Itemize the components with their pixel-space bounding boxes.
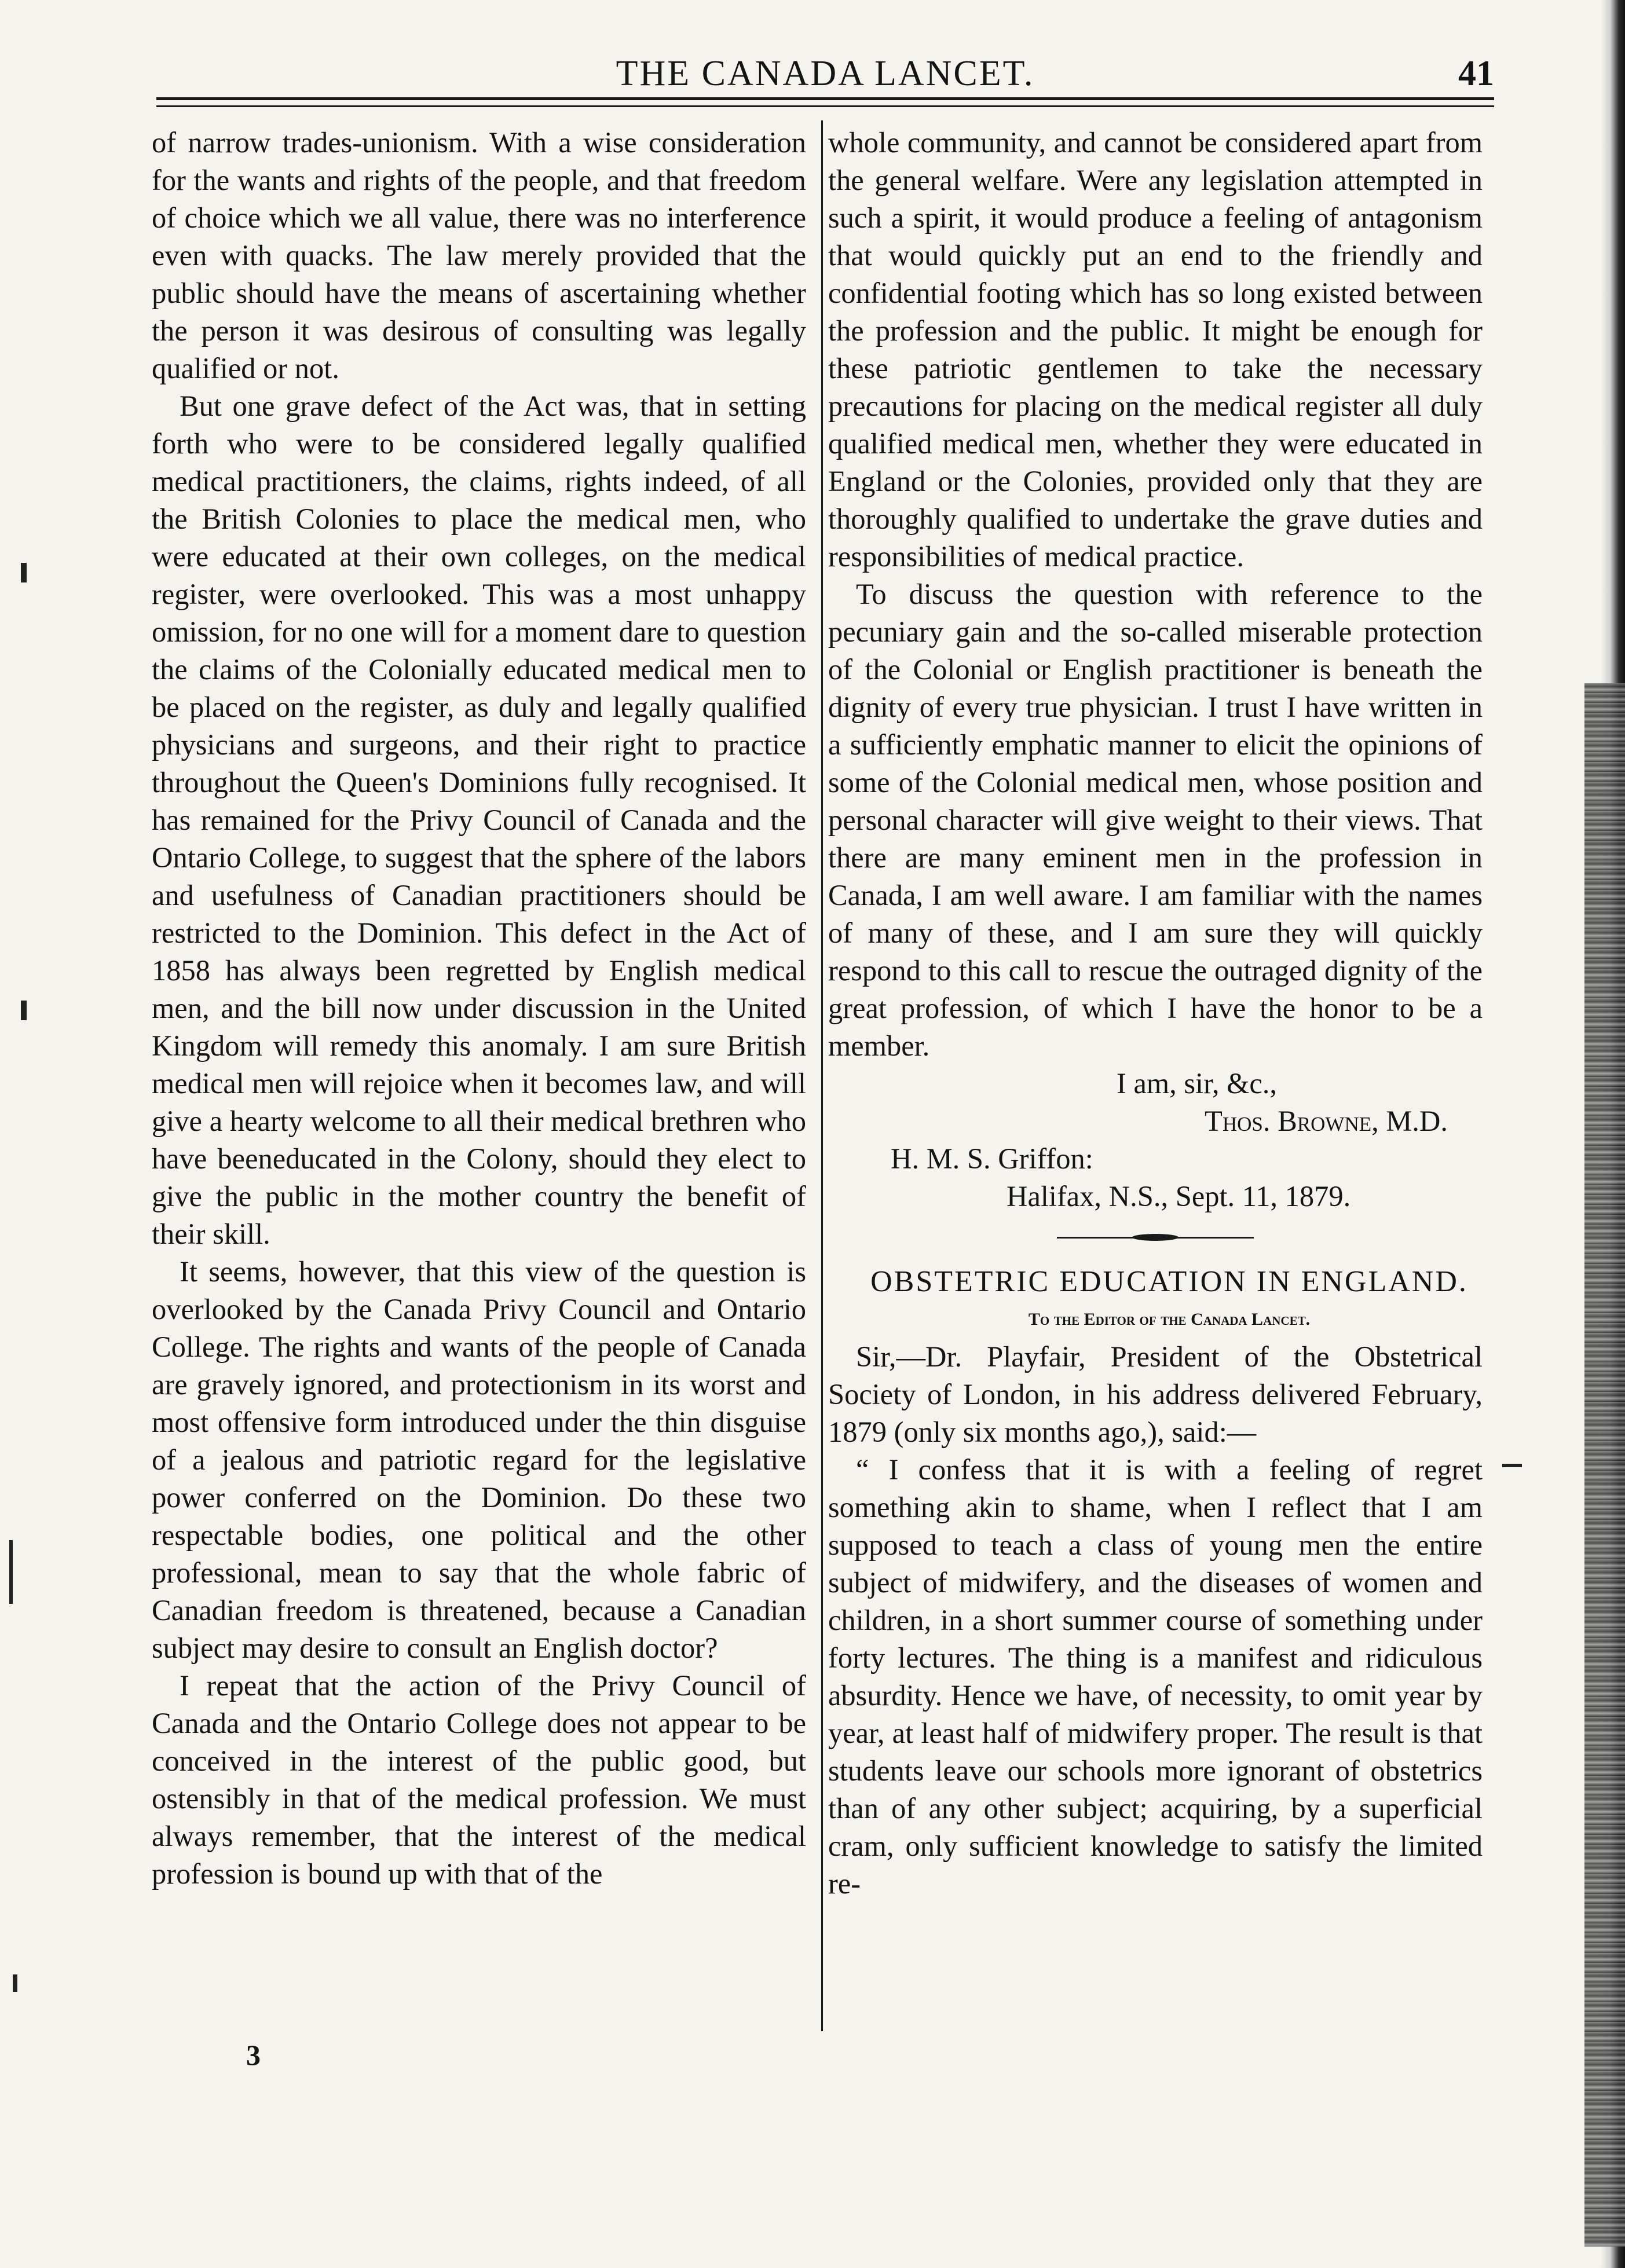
right-column bbox=[828, 124, 1483, 1903]
paragraph: of narrow trades-unionism. With a wise consideration for the wants and rights of the people, and that freedom of choice which we all value, there was no interference even with quacks. The law merely provided that the public should have the means of ascertaining whether the person it was desirous of consulting was legally qualified or not. bbox=[152, 126, 806, 384]
journal-title: THE CANADA LANCET. bbox=[616, 54, 1035, 93]
letter-addressee: H. M. S. Griffon: bbox=[891, 1142, 1093, 1175]
editor-line: To the Editor of the Canada Lancet. bbox=[1028, 1310, 1311, 1329]
paragraph: It seems, however, that this view of the question is overlooked by the Canada Privy Council and Ontario College. The rights and wants of the people of Canada are gravely ignored, and protectionism in its worst and most offensive form introduced under the thin disguise of a jealous and patriotic regard for the legislative power conferred on the Dominion. Do these two respectable bodies, one political and the other professional, mean to say that the whole fabric of Canadian freedom is threatened, because a Canadian subject may desire to consult an English doctor? bbox=[152, 1255, 806, 1664]
margin-speck bbox=[13, 1974, 17, 1992]
header-rule-thin bbox=[156, 105, 1494, 107]
paragraph: whole community, and cannot be considered apart from the general welfare. Were any legislation attempted in such a spirit, it would produce a feeling of antagonism that would quickly put an end to the friendly and confidential footing which has so long existed between the profession and the public. It might be enough for these patriotic gentlemen to take the necessary precautions for placing on the medical register all duly qualified medical men, whether they were educated in England or the Colonies, provided only that they are thoroughly qualified to undertake the grave duties and responsibilities of medical practice. bbox=[828, 126, 1483, 573]
paragraph: Sir,—Dr. Playfair, President of the Obstetrical Society of London, in his address delivered February, 1879 (only six months ago,), said:— bbox=[828, 1340, 1483, 1448]
article-heading: OBSTETRIC EDUCATION IN ENGLAND. bbox=[870, 1265, 1468, 1298]
letter-place-date: Halifax, N.S., Sept. 11, 1879. bbox=[1007, 1180, 1351, 1212]
margin-speck bbox=[21, 1001, 27, 1020]
left-column bbox=[152, 124, 806, 1893]
header-rule bbox=[156, 97, 1494, 100]
page-number: 41 bbox=[1458, 54, 1494, 93]
section-ornament bbox=[1057, 1233, 1254, 1242]
margin-speck bbox=[9, 1540, 13, 1604]
paragraph: But one grave defect of the Act was, that in setting forth who were to be considered legally qualified medical practitioners, the claims, rights indeed, of all the British Colonies to place the medical men, who were educated at their own colleges, on the medical register, were overlooked. This was a most unhappy omission, for no one will for a moment dare to question the claims of the Colonially educated medical men to be placed on the register, as duly and legally qualified physicians and surgeons, and their right to practice throughout the Queen's Dominions fully recognised. It has remained for the Privy Council of Canada and the Ontario College, to suggest that the sphere of the labors and usefulness of Canadian practitioners should be restricted to the Dominion. This defect in the Act of 1858 has always been regretted by English medical men, and the bill now under discussion in the United Kingdom will remedy this anomaly. I am sure British medical men will rejoice when it becomes law, and will give a hearty welcome to all their medical brethren who have beeneducated in the Colony, should they elect to give the public in the mother country the benefit of their skill. bbox=[152, 390, 806, 1250]
signature-mark: 3 bbox=[246, 2039, 261, 2071]
letter-signature: Thos. Browne, M.D. bbox=[1205, 1105, 1448, 1137]
paragraph: To discuss the question with reference to the pecuniary gain and the so-called miserable protection of the Colonial or English practitioner is beneath the dignity of every true physician. I trust I have written in a sufficiently emphatic manner to elicit the opinions of some of the Colonial medical men, whose position and personal character will give weight to their views. That there are many eminent men in the profession in Canada, I am well aware. I am familiar with the names of many of these, and I am sure they will quickly respond to this call to rescue the outraged dignity of the great profession, of which I have the honor to be a member. bbox=[828, 578, 1483, 1062]
margin-speck bbox=[21, 563, 27, 582]
paragraph: “ I confess that it is with a feeling of regret something akin to shame, when I reflect that I am supposed to teach a class of young men the entire subject of midwifery, and the diseases of women and children, in a short summer course of something under forty lectures. The thing is a manifest and ridiculous absurdity. Hence we have, of necessity, to omit year by year, at least half of midwifery proper. The result is that students leave our schools more ignorant of obstetrics than of any other subject; acquiring, by a superficial cram, only sufficient knowledge to satisfy the limited re- bbox=[828, 1453, 1483, 1900]
margin-speck bbox=[1502, 1464, 1522, 1467]
letter-closing: I am, sir, &c., bbox=[1117, 1067, 1278, 1100]
column-divider bbox=[821, 120, 823, 2031]
scan-edge-noise bbox=[1584, 683, 1625, 2247]
paragraph: I repeat that the action of the Privy Council of Canada and the Ontario College does not appear to be conceived in the interest of the public good, but ostensibly in that of the medical profession. We must always remember, that the interest of the medical profession is bound up with that of the bbox=[152, 1669, 806, 1890]
ornament-center bbox=[1132, 1234, 1179, 1241]
